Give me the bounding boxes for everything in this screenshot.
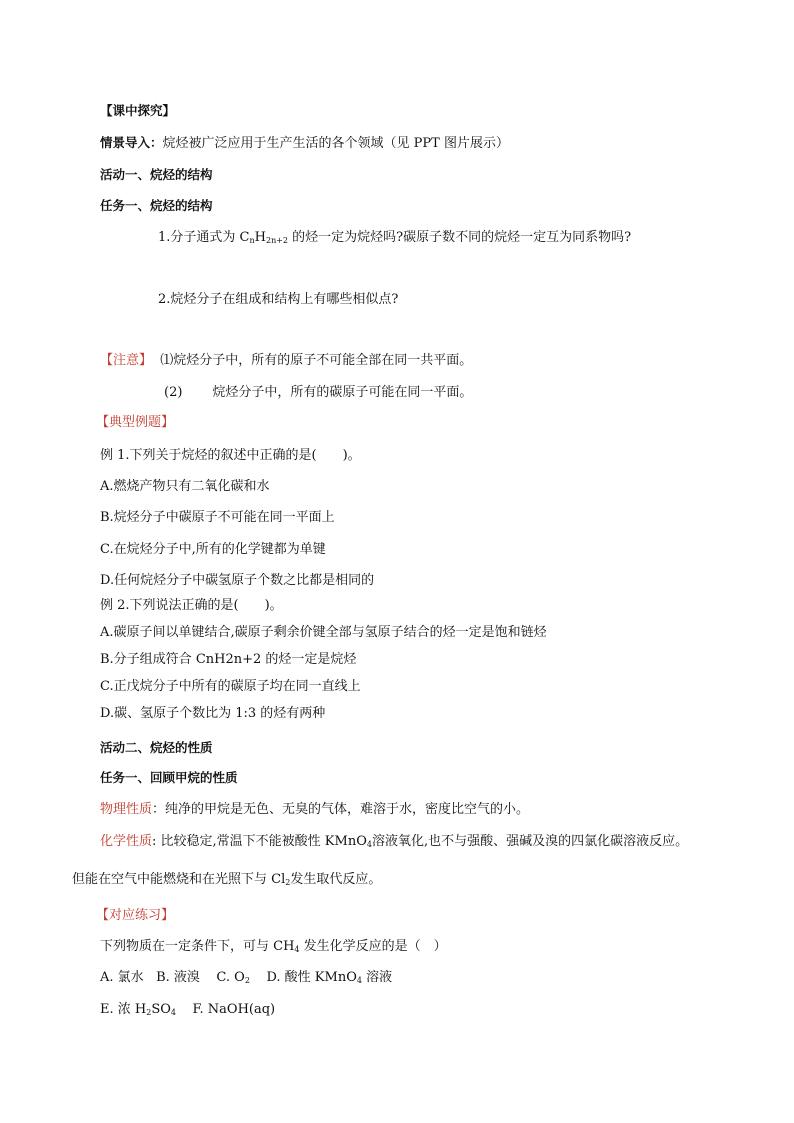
practice-option-d: D. 酸性 KMnO$_4$ 溶液: [266, 970, 393, 985]
note-item-1: ⑴烷烃分子中，所有的原子不可能全部在同一共平面。: [160, 353, 473, 368]
note-item-2-number: (2): [164, 385, 183, 400]
physical-label: 物理性质: [100, 802, 153, 817]
example-1-option-b: B.烷烃分子中碳原子不可能在同一平面上: [100, 510, 335, 525]
note-line-1: [100, 351, 472, 371]
example-2-option-d: D.碳、氢原子个数比为 1:3 的烃有两种: [100, 706, 326, 721]
example-1-option-a: A.燃烧产物只有二氧化碳和水: [100, 479, 270, 494]
physical-properties: [100, 800, 529, 820]
practice-option-b: B. 液溴: [156, 970, 200, 985]
note-line-2: [164, 383, 472, 403]
practice-option-c: C. $O_2$: [216, 970, 250, 985]
note-label: 【注意】: [100, 353, 153, 368]
intro-line: [100, 133, 509, 154]
intro-label: 情景导入：: [100, 135, 163, 150]
example-2-option-b: B.分子组成符合 CnH2n+2 的烃一定是烷烃: [100, 652, 357, 667]
note-item-2: 烷烃分子中，所有的碳原子可能在同一平面。: [212, 385, 473, 400]
task2-heading: 任务一、回顾甲烷的性质: [100, 770, 238, 785]
example-1-option-d: D.任何烷烃分子中碳氢原子个数之比都是相同的: [100, 573, 375, 588]
question-2: 2.烷烃分子在组成和结构上有哪些相似点?: [158, 292, 399, 307]
question-1: 1.分子通式为 $C_nH_{2n+2}$ 的烃一定为烷烃吗?碳原子数不同的烷烃一定互为同系物吗?: [158, 230, 632, 245]
practice-header: 【对应练习】: [96, 908, 175, 923]
example-header: 【典型例题】: [96, 415, 175, 430]
chemical-properties-cont: 但能在空气中能燃烧和在光照下与 $Cl_2$发生取代反应。: [72, 872, 382, 887]
practice-option-e: E. 浓 $H_2SO_4$: [100, 1002, 176, 1017]
intro-text: 烷烃被广泛应用于生产生活的各个领域（见 PPT 图片展示）: [162, 136, 509, 151]
chemical-properties: 化学性质: 比较稳定,常温下不能被酸性 KMnO$_4$溶液氧化,也不与强酸、强碱及溴的四氯化碳溶液反应。: [100, 834, 689, 849]
activity1-heading: 活动一、烷烃的结构: [100, 167, 213, 182]
example-2-option-a: A.碳原子间以单键结合,碳原子剩余价键全部与氢原子结合的烃一定是饱和链烃: [100, 625, 547, 640]
practice-options-row-1: [100, 968, 392, 988]
example-1-option-c: C.在烷烃分子中,所有的化学键都为单键: [100, 542, 326, 557]
physical-text: ：纯净的甲烷是无色、无臭的气体，难溶于水，密度比空气的小。: [152, 802, 530, 817]
example-2-question: 例 2.下列说法正确的是( )。: [100, 598, 283, 613]
example-1-question: 例 1.下列关于烷烃的叙述中正确的是( )。: [100, 448, 361, 463]
practice-option-a: A. 氯水: [100, 970, 144, 985]
practice-question: 下列物质在一定条件下，可与 $CH_4$ 发生化学反应的是（ ）: [100, 939, 447, 954]
chemical-label: 化学性质: [100, 834, 153, 849]
activity2-heading: 活动二、烷烃的性质: [100, 740, 213, 755]
task1-heading: 任务一、烷烃的结构: [100, 198, 213, 213]
practice-options-row-2: [100, 1000, 275, 1020]
example-2-option-c: C.正戊烷分子中所有的碳原子均在同一直线上: [100, 679, 361, 694]
section-header: 【课中探究】: [100, 103, 176, 118]
practice-option-f: F. NaOH(aq): [192, 1002, 276, 1017]
